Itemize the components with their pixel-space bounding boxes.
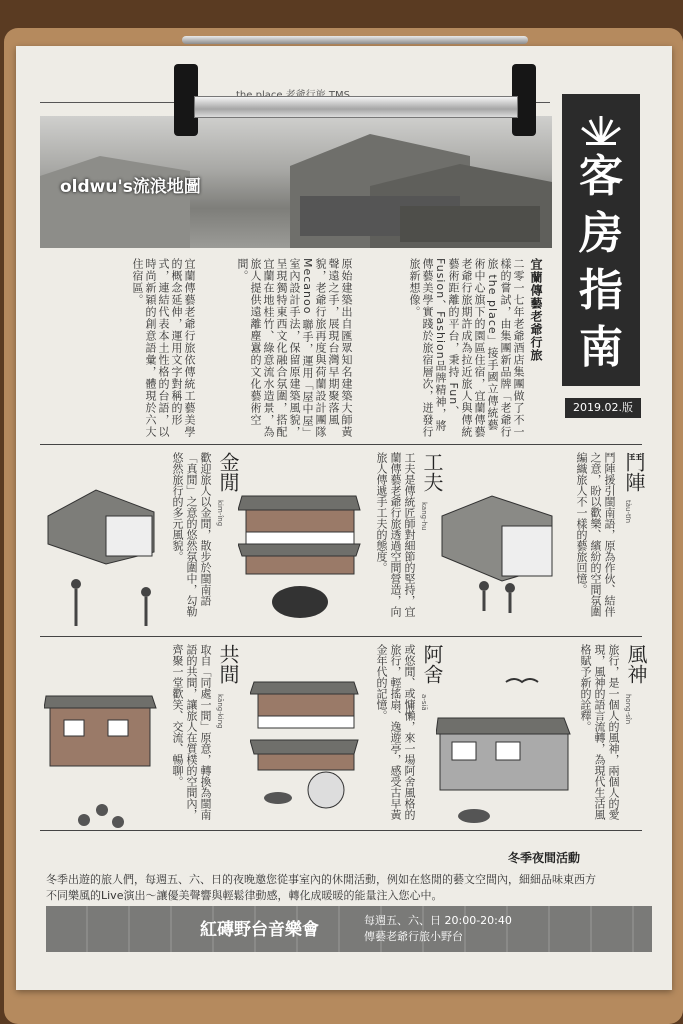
asia-illustration	[250, 678, 362, 818]
section-divider-middle	[40, 636, 642, 637]
hongsin-illustration	[436, 674, 574, 830]
section-title-asia: 阿舍	[420, 644, 444, 684]
watermark: oldwu's流浪地圖	[60, 177, 201, 197]
title-char-2: 房	[579, 208, 623, 259]
section-roman-dautin: tàu-tīn	[624, 500, 632, 524]
intro-paragraph-3: 宜蘭傳藝老爺行旅依傳統工藝美學的概念延伸，運用文字對稱的形式，連結代表本土性格的台語，以時尚新穎的創意語彙，體現於六大住宿區。	[131, 258, 196, 438]
edition-date: 2019.02.版	[565, 398, 641, 418]
dautin-illustration	[432, 486, 564, 626]
intro-paragraph-2: 原始建築出自匯眾知名建築大師黃聲遠之手，展現台灣早期聚落風貌，老爺行旅再度與荷蘭設計團隊 Mecanoo 聯手，運用「屋中屋」室內設計手法，保留原建築風貌，呈現獨特東西文化融合氛圍，搭配宜蘭在地桂竹、綠意流水造景，為旅人提供遠離塵囂的文化藝術空間。	[236, 258, 353, 438]
section-roman-hongsin: hong-sîn	[624, 694, 632, 725]
concert-time: 每週五、六、日 20:00-20:40	[364, 914, 512, 927]
title-block	[562, 94, 640, 386]
section-text-dautin: 鬥陣援引閩南語，原為作伙、結伴之意，盼以歡樂、繽紛的空間氛圍編織旅人不一樣的藝旅回憶。	[575, 452, 616, 617]
section-divider-top	[40, 444, 642, 445]
intro-title: 宜蘭傳藝老爺行旅	[529, 258, 543, 362]
section-title-kangfu: 工夫	[420, 452, 444, 492]
clip-rail	[194, 96, 518, 118]
section-text-kangking: 取自「同處一間」原意，轉換為閩南語的共間，讓旅人在質樸的空間內，齊聚一堂歡笑、交流、暢聊。	[171, 644, 212, 820]
section-roman-kimeng: kim-îng	[216, 500, 224, 527]
kangfu-illustration	[238, 490, 364, 630]
kangking-illustration	[44, 690, 158, 830]
footer-title: 冬季夜間活動	[508, 851, 581, 865]
section-text-hongsin: 旅行，是一個人的風神，兩個人的愛現，風神的語言流轉，為現代生活風格賦予新的詮釋。	[579, 644, 620, 820]
section-text-kimeng: 歡迎旅人以金閒，散步於閩南語「真閒」之意的悠然氛圍中，勾勒悠然旅行的多元風貌。	[171, 452, 212, 617]
section-roman-kangking: kāng-king	[216, 694, 224, 729]
section-divider-bottom	[40, 830, 642, 831]
clip-bar	[182, 36, 528, 44]
section-roman-kangfu: kang-hu	[420, 502, 428, 531]
section-roman-asia: a-siā	[420, 694, 428, 711]
concert-venue: 傳藝老爺行旅小野台	[364, 930, 463, 943]
intro-paragraph-1: 二零一七年老爺酒店集團做了不一樣的嘗試，由集團新品牌「老爺行旅 the place」接手國立傳統藝術中心旗下的園區住宿，宜蘭傳藝老爺行旅期許成為拉近旅人與傳統藝術距離的平台，秉持 Fun、Fusion、Fashion品牌精神，將傳藝美學實踐於旅宿層次，迸發行旅新想像。	[408, 258, 525, 438]
section-title-dautin: 鬥陣	[622, 452, 646, 492]
section-title-hongsin: 風神	[624, 644, 648, 684]
concert-title: 紅磚野台音樂會	[200, 920, 319, 940]
footer-text-line-1: 冬季出遊的旅人們，每週五、六、日的夜晚邀您從事室內的休閒活動，例如在悠閒的藝文空間內，細細品味東西方	[46, 873, 596, 886]
section-title-kangking: 共間	[216, 644, 240, 684]
section-title-kimeng: 金閒	[216, 452, 240, 492]
lotus-icon	[562, 102, 640, 150]
concert-banner	[46, 906, 652, 952]
title-char-1: 客	[579, 151, 623, 202]
footer-text-line-2: 不同樂風的Live演出～讓優美聲響與輕鬆律動感，轉化成暖暖的能量注入您心中。	[46, 889, 443, 902]
section-text-asia: 或悠閒、或慵懶，來一場阿舍風格的旅行，輕搖扇、逸遊亭，感受古早黃金年代的記憶。	[375, 644, 416, 820]
title-char-3: 指	[579, 265, 623, 316]
kimeng-illustration	[46, 486, 160, 632]
section-text-kangfu: 工夫是傳統匠師對細節的堅持，宜蘭傳藝老爺行旅透過空間營造，向旅人傳遞手工夫的態度。	[375, 452, 416, 617]
title-char-4: 南	[579, 322, 623, 373]
metal-clip	[174, 30, 536, 122]
